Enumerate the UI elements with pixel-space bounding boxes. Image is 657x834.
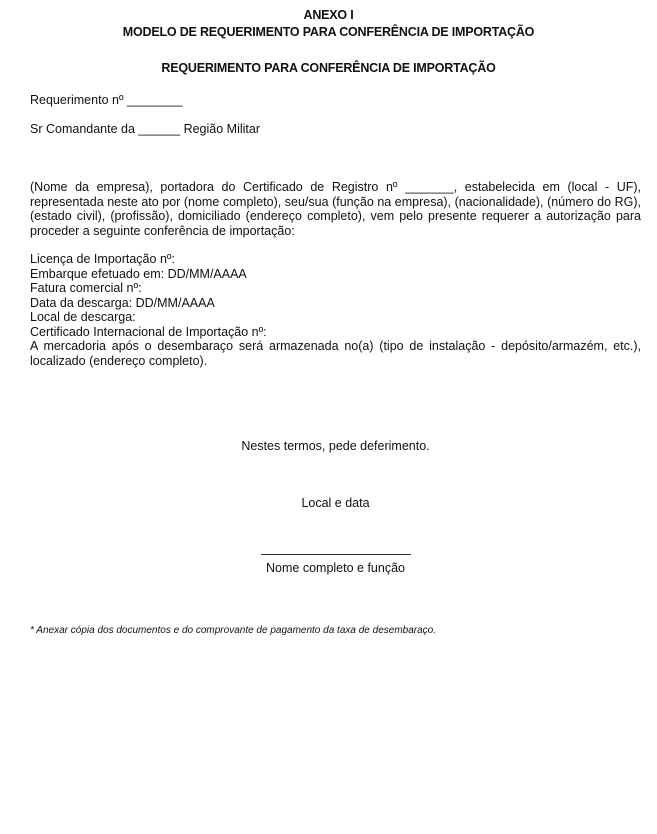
invoice-field: Fatura comercial nº: [30,281,142,295]
shipment-field: Embarque efetuado em: DD/MM/AAAA [30,266,247,281]
certificate-field: Certificado Internacional de Importação nº: [30,324,267,339]
license-field: Licença de Importação nº: [30,252,175,266]
storage-field: A mercadoria após o desembaraço será armazenada no(a) (tipo de instalação - depósito/armazém, etc.), localizado (endereço completo). [30,339,641,368]
signature-caption: Nome completo e função [266,561,405,575]
request-number: Requerimento nº ________ [30,93,183,107]
model-title: MODELO DE REQUERIMENTO PARA CONFERÊNCIA DE IMPORTAÇÃO [122,25,535,39]
signature-line [261,554,411,555]
unload-date-field: Data da descarga: DD/MM/AAAA [30,295,215,310]
footnote: * Anexar cópia dos documentos e do comprovante de pagamento da taxa de desembaraço. [30,625,437,636]
closing-text: Nestes termos, pede deferimento. [241,439,430,453]
import-fields [30,252,641,368]
body-paragraph: (Nome da empresa), portadora do Certificado de Registro nº _______, estabelecida em (local - UF), representada neste ato por (nome completo), seu/sua (função na empresa), (nacionalidade), (número do RG), (estado civil), (profissão), domiciliado (endereço completo), vem pelo presente requerer a autorização para proceder a seguinte conferência de importação: [30,180,641,238]
place-date: Local e data [301,496,370,510]
annex-heading: ANEXO I [303,8,354,22]
document-title: REQUERIMENTO PARA CONFERÊNCIA DE IMPORTAÇÃO [161,61,496,75]
addressee-line: Sr Comandante da ______ Região Militar [30,122,260,136]
unload-place-field: Local de descarga: [30,310,136,324]
